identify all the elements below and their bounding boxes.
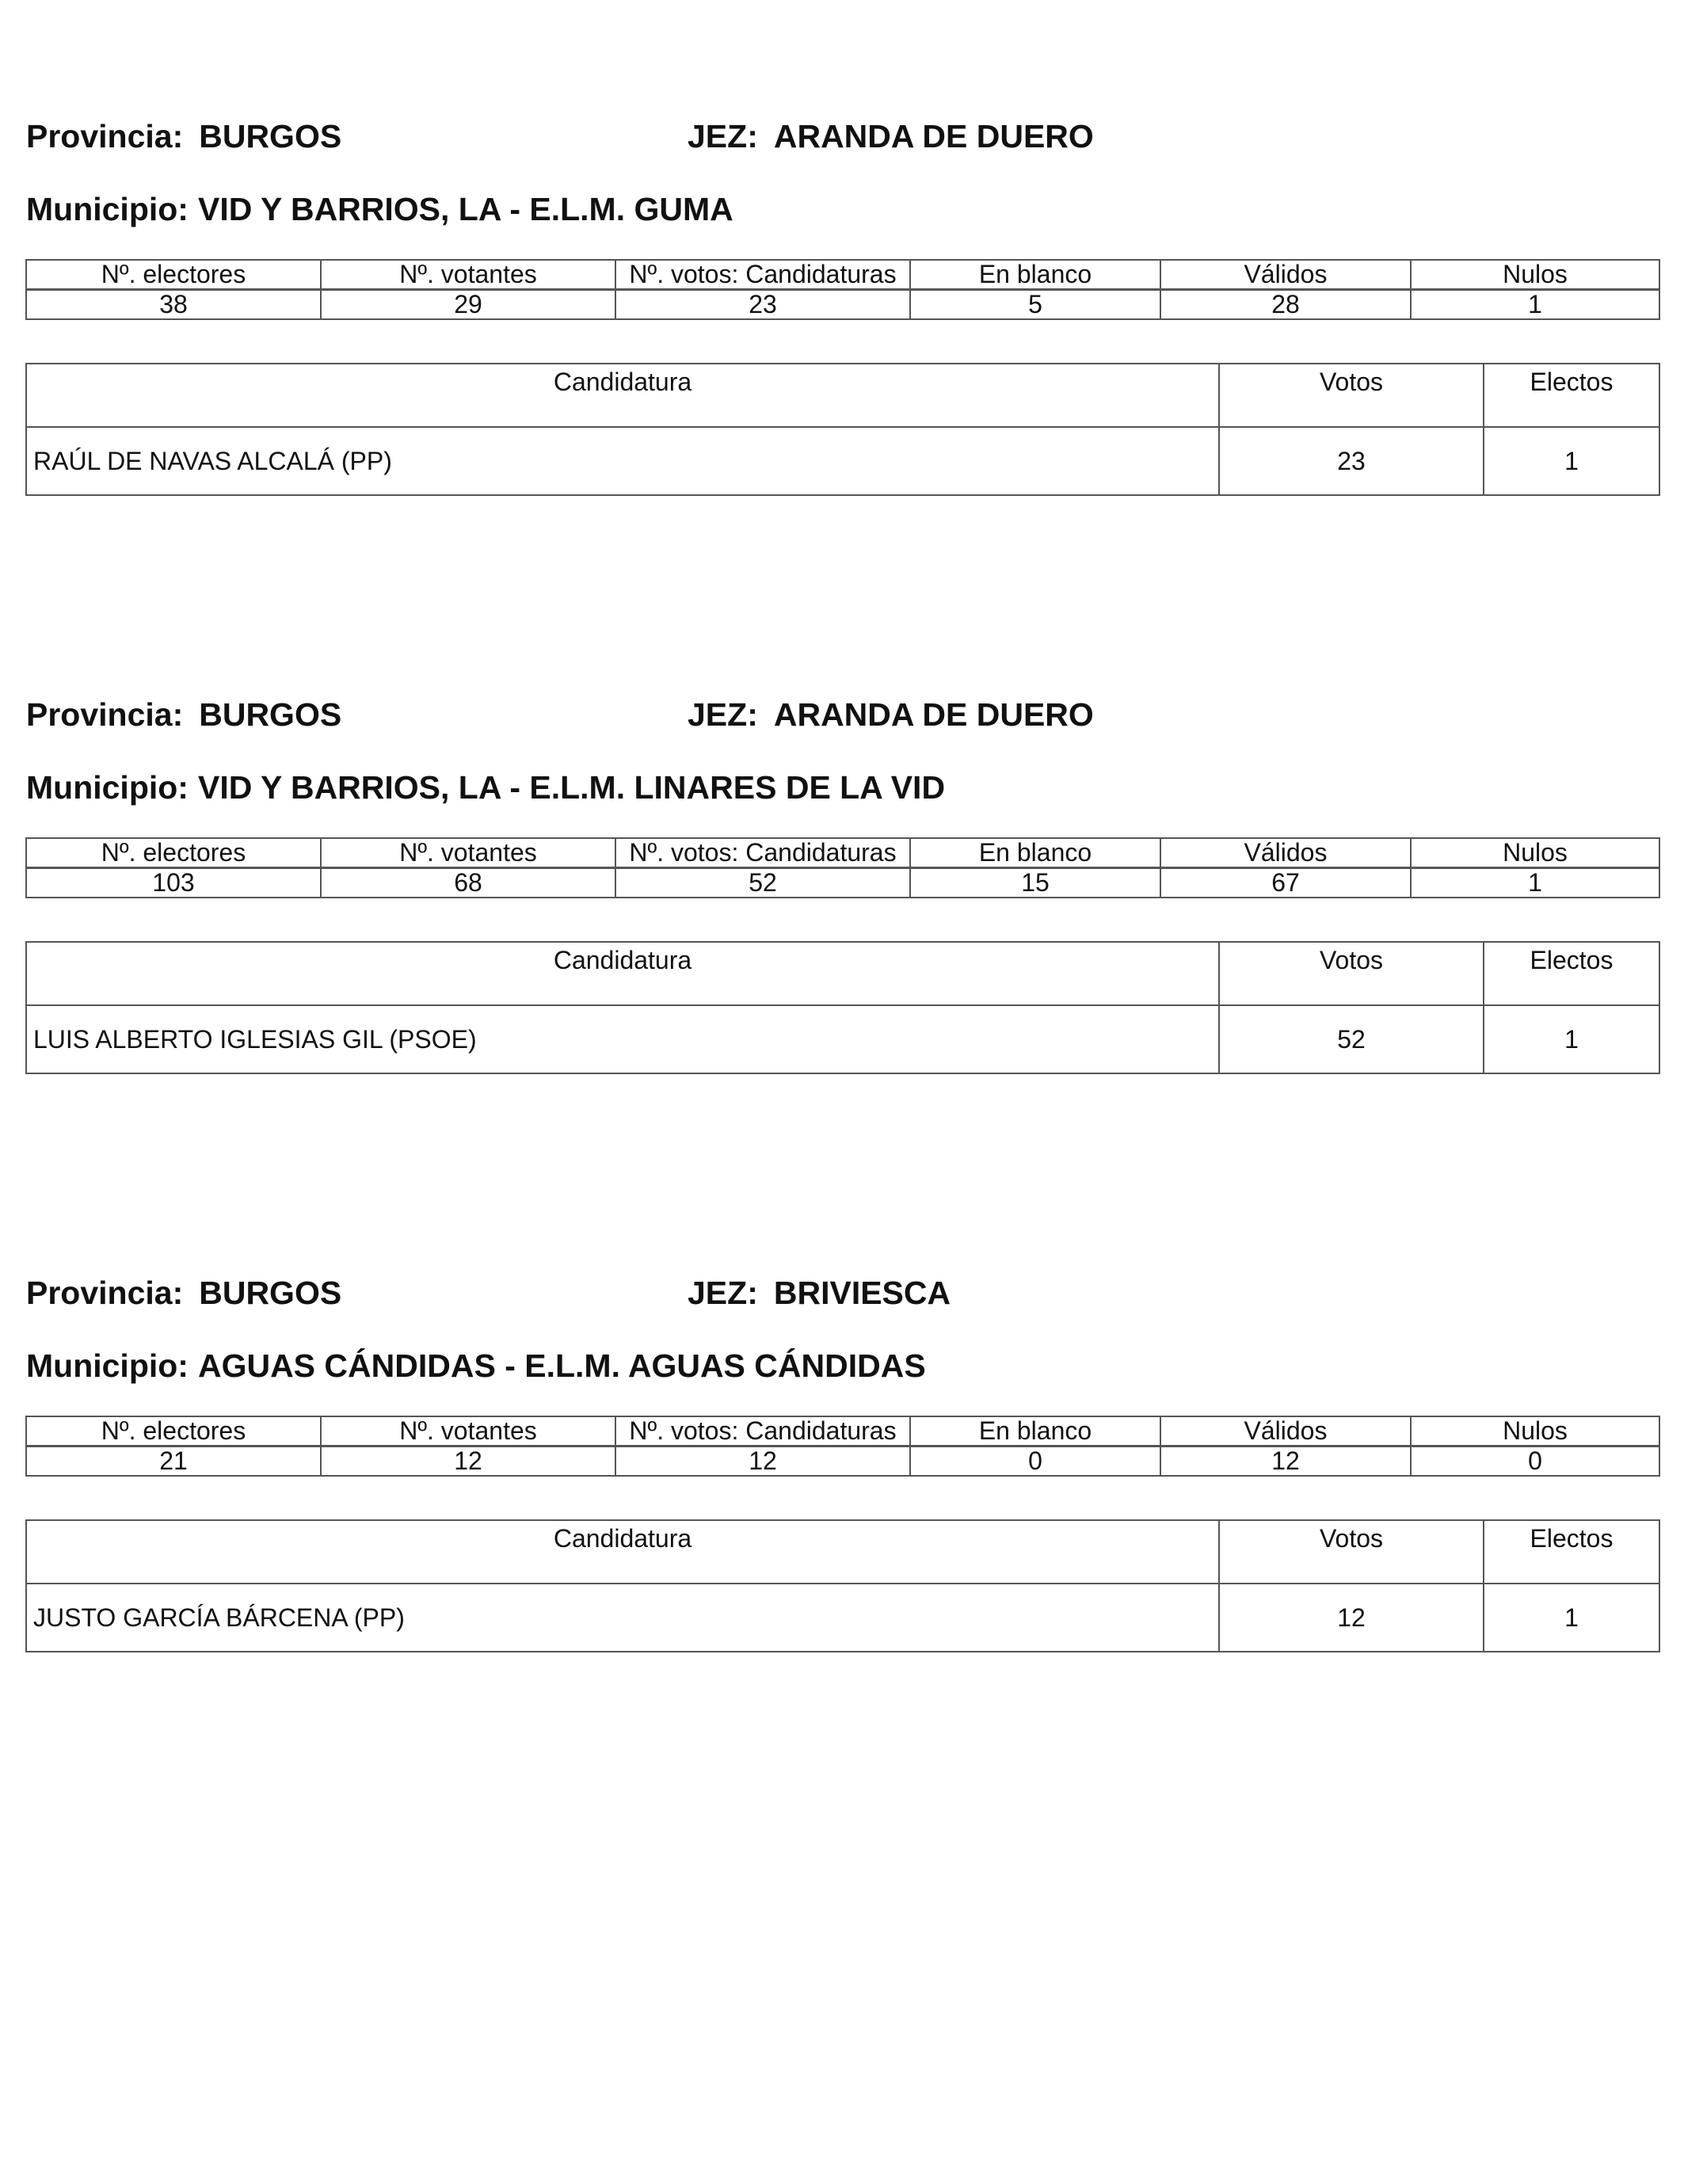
candidate-row [26,1584,1659,1652]
provincia-value: BURGOS [199,696,342,733]
value-nulos: 1 [1411,868,1659,898]
candidate-votos: 23 [1219,427,1484,495]
header-votantes: Nº. votantes [321,838,615,868]
header-candidatura: Candidatura [26,364,1219,427]
candidate-electos: 1 [1484,427,1659,495]
header-en-blanco: En blanco [910,260,1160,290]
value-electores: 38 [26,290,321,320]
value-electores: 21 [26,1446,321,1477]
municipio-label: Municipio: [26,191,189,227]
header-nulos: Nulos [1411,838,1659,868]
header-validos: Válidos [1160,838,1411,868]
header-votos: Votos [1219,942,1484,1005]
municipio-line [26,769,946,806]
value-votos-candidaturas: 12 [615,1446,910,1477]
municipio-value: VID Y BARRIOS, LA - E.L.M. LINARES DE LA VID [197,769,946,806]
candidates-header-row [26,364,1659,427]
candidates-header-row [26,942,1659,1005]
candidate-row [26,427,1659,495]
stats-values-row [26,290,1659,320]
stats-table [25,259,1660,320]
header-en-blanco: En blanco [910,838,1160,868]
value-en-blanco: 15 [910,868,1160,898]
value-nulos: 1 [1411,290,1659,320]
header-validos: Válidos [1160,260,1411,290]
header-votantes: Nº. votantes [321,260,615,290]
candidate-votos: 12 [1219,1584,1484,1652]
value-nulos: 0 [1411,1446,1659,1477]
provincia-label: Provincia: [26,696,184,733]
provincia-label: Provincia: [26,118,184,154]
candidate-name: JUSTO GARCÍA BÁRCENA (PP) [26,1584,1219,1652]
municipio-value: VID Y BARRIOS, LA - E.L.M. GUMA [197,191,733,227]
header-candidatura: Candidatura [26,1520,1219,1584]
jez-label: JEZ: [688,696,758,733]
value-votantes: 29 [321,290,615,320]
candidates-table [25,941,1660,1074]
candidates-header-row [26,1520,1659,1584]
jez-value: ARANDA DE DUERO [773,696,1094,733]
value-en-blanco: 0 [910,1446,1160,1477]
stats-header-row [26,260,1659,290]
value-validos: 12 [1160,1446,1411,1477]
candidate-votos: 52 [1219,1005,1484,1073]
stats-header-row [26,838,1659,868]
section-1 [0,120,1684,675]
candidate-name: RAÚL DE NAVAS ALCALÁ (PP) [26,427,1219,495]
header-en-blanco: En blanco [910,1416,1160,1446]
provincia-line [26,696,342,733]
header-electores: Nº. electores [26,1416,321,1446]
header-electores: Nº. electores [26,260,321,290]
header-nulos: Nulos [1411,1416,1659,1446]
header-electos: Electos [1484,1520,1659,1584]
value-electores: 103 [26,868,321,898]
section-3 [0,1277,1684,1831]
header-nulos: Nulos [1411,260,1659,290]
jez-line [688,1277,951,1309]
provincia-line [26,120,341,153]
value-votantes: 12 [321,1446,615,1477]
header-electos: Electos [1484,942,1659,1005]
jez-value: BRIVIESCA [773,1275,951,1311]
value-votos-candidaturas: 23 [615,290,910,320]
header-votantes: Nº. votantes [321,1416,615,1446]
jez-label: JEZ: [688,1275,758,1311]
value-validos: 67 [1160,868,1411,898]
jez-line [688,696,1094,733]
section-2 [0,696,1684,1253]
candidates-table [25,363,1660,496]
candidate-electos: 1 [1484,1005,1659,1073]
header-votos: Votos [1219,364,1484,427]
header-votos-candidaturas: Nº. votos: Candidaturas [615,1416,910,1446]
header-votos: Votos [1219,1520,1484,1584]
stats-values-row [26,1446,1659,1477]
jez-line [688,120,1094,153]
header-votos-candidaturas: Nº. votos: Candidaturas [615,260,910,290]
header-validos: Válidos [1160,1416,1411,1446]
jez-label: JEZ: [688,118,758,154]
candidate-row [26,1005,1659,1073]
value-validos: 28 [1160,290,1411,320]
header-votos-candidaturas: Nº. votos: Candidaturas [615,838,910,868]
stats-table [25,837,1660,898]
candidates-table [25,1519,1660,1652]
municipio-value: AGUAS CÁNDIDAS - E.L.M. AGUAS CÁNDIDAS [197,1347,926,1384]
municipio-label: Municipio: [26,769,189,806]
provincia-value: BURGOS [199,118,342,154]
provincia-label: Provincia: [26,1275,184,1311]
header-electos: Electos [1484,364,1659,427]
value-votantes: 68 [321,868,615,898]
provincia-value: BURGOS [199,1275,342,1311]
stats-header-row [26,1416,1659,1446]
header-candidatura: Candidatura [26,942,1219,1005]
municipio-label: Municipio: [26,1347,189,1384]
value-votos-candidaturas: 52 [615,868,910,898]
municipio-line [26,1347,926,1384]
municipio-line [26,193,733,226]
stats-table [25,1416,1660,1477]
jez-value: ARANDA DE DUERO [773,118,1094,154]
candidate-electos: 1 [1484,1584,1659,1652]
stats-values-row [26,868,1659,898]
provincia-line [26,1277,341,1309]
candidate-name: LUIS ALBERTO IGLESIAS GIL (PSOE) [26,1005,1219,1073]
value-en-blanco: 5 [910,290,1160,320]
header-electores: Nº. electores [26,838,321,868]
